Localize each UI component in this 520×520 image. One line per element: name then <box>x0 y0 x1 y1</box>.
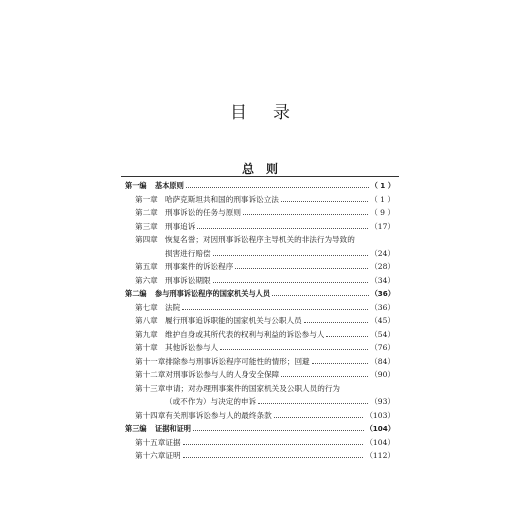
section-divider <box>121 176 399 177</box>
toc-chapter-entry <box>125 382 395 396</box>
toc-entry-number: 第二编 <box>125 289 147 298</box>
dot-leader <box>235 263 368 269</box>
toc-page-number: （84） <box>370 356 395 366</box>
toc-page-number: （103） <box>365 410 395 420</box>
toc-entry-number: 第八章 <box>135 316 158 325</box>
toc-entry-number: 第二章 <box>135 208 158 217</box>
toc-page-number: （90） <box>370 370 395 379</box>
toc-chapter-entry <box>125 193 395 207</box>
toc-page-number: （ 1 ） <box>370 194 395 204</box>
toc-chapter-entry <box>125 314 395 328</box>
dot-leader <box>183 439 364 445</box>
toc-entry-title: 恢复名誉；对因刑事诉讼程序主导机关的非法行为导致的 <box>165 235 355 244</box>
toc-page-number: （104） <box>365 424 395 433</box>
toc-entry-number: 第十二章 <box>135 370 166 379</box>
toc-entry-number: 第三编 <box>125 424 147 433</box>
toc-page-number: （76） <box>370 343 395 352</box>
table-of-contents <box>125 179 395 463</box>
dot-leader <box>274 412 364 418</box>
toc-chapter-entry <box>125 328 395 342</box>
dot-leader <box>258 398 368 404</box>
toc-entry-number: 第九章 <box>135 329 158 339</box>
toc-page-number: （ 9 ） <box>370 208 395 217</box>
dot-leader <box>342 386 369 391</box>
toc-page-number: （17） <box>370 221 395 231</box>
dot-leader <box>243 209 368 215</box>
dot-leader <box>272 290 369 296</box>
dot-leader <box>213 277 369 283</box>
toc-entry-title: 刑事追诉 <box>165 221 196 231</box>
toc-entry-title: 有关刑事诉讼参与人的最终条款 <box>165 410 272 420</box>
toc-page-number: （104） <box>365 437 395 447</box>
toc-entry-title: 其他诉讼参与人 <box>165 343 219 352</box>
toc-page-number: （54） <box>370 329 395 339</box>
toc-chapter-entry <box>125 206 395 220</box>
toc-chapter-entry <box>125 409 395 423</box>
toc-chapter-entry <box>125 449 395 463</box>
dot-leader <box>183 452 364 458</box>
toc-page-number: （24） <box>370 248 395 258</box>
dot-leader <box>357 237 369 242</box>
toc-entry-title: 证据 <box>165 437 181 447</box>
toc-entry-title: 刑事诉讼期限 <box>165 275 211 285</box>
toc-part-entry <box>125 422 395 436</box>
toc-entry-number: 第十章 <box>135 343 158 352</box>
dot-leader <box>193 425 364 431</box>
toc-chapter-entry <box>125 301 395 315</box>
toc-entry-title: 刑事诉讼的任务与原则 <box>165 208 241 217</box>
toc-entry-title: 证明 <box>165 451 181 460</box>
dot-leader <box>326 331 368 337</box>
toc-chapter-entry <box>125 355 395 369</box>
toc-entry-number: 第十三章 <box>135 383 166 393</box>
dot-leader <box>186 182 369 188</box>
toc-chapter-entry <box>125 220 395 234</box>
toc-page-number: （34） <box>370 275 395 285</box>
toc-page-number: （28） <box>370 262 395 271</box>
toc-entry-title: 参与刑事诉讼程序的国家机关与人员 <box>155 289 271 298</box>
page-title: 目录 <box>230 103 316 123</box>
toc-entry-number: 第六章 <box>135 275 158 285</box>
toc-entry-number: 第十六章 <box>135 451 166 460</box>
toc-chapter-entry <box>125 341 395 355</box>
toc-entry-number: 第四章 <box>135 235 158 244</box>
dot-leader <box>304 317 368 323</box>
toc-page-number: （ 1 ） <box>370 181 395 190</box>
toc-chapter-entry <box>125 233 395 247</box>
toc-chapter-entry <box>125 395 395 409</box>
toc-entry-title: 法院 <box>165 302 181 312</box>
toc-chapter-entry <box>125 260 395 274</box>
toc-chapter-entry <box>125 436 395 450</box>
toc-entry-number: 第七章 <box>135 302 158 312</box>
dot-leader <box>281 371 368 377</box>
toc-entry-title: 对刑事诉讼参与人的人身安全保障 <box>165 370 280 379</box>
dot-leader <box>281 196 368 202</box>
toc-part-entry <box>125 287 395 301</box>
toc-entry-number: 第一编 <box>125 181 147 190</box>
toc-entry-title: 刑事案件的诉讼程序 <box>165 262 234 271</box>
dot-leader <box>213 250 369 256</box>
toc-page-number: （45） <box>370 316 395 325</box>
toc-page-number: （36） <box>370 289 395 298</box>
dot-leader <box>182 304 368 310</box>
toc-entry-title: 哈萨克斯坦共和国的刑事诉讼立法 <box>165 194 279 204</box>
toc-page-number: （112） <box>365 451 395 460</box>
dot-leader <box>312 358 368 364</box>
toc-part-entry <box>125 179 395 193</box>
toc-entry-number: 第一章 <box>135 194 158 204</box>
toc-entry-title: 履行刑事追诉职能的国家机关与公职人员 <box>165 316 302 325</box>
section-heading: 总则 <box>241 162 290 176</box>
toc-entry-number: 第十一章 <box>135 356 166 366</box>
toc-entry-title: 维护自身或其所代表的权利与利益的诉讼参与人 <box>165 329 325 339</box>
toc-page-number: （93） <box>370 397 395 406</box>
toc-page-number: （36） <box>370 302 395 312</box>
toc-entry-title: 申请；对办理刑事案件的国家机关及公职人员的行为 <box>165 383 341 393</box>
toc-chapter-entry <box>125 274 395 288</box>
toc-entry-number: 第五章 <box>135 262 158 271</box>
toc-chapter-entry <box>125 368 395 382</box>
toc-entry-title: （或不作为）与决定的申诉 <box>165 397 257 406</box>
toc-entry-title: 排除参与刑事诉讼程序可能性的情形；回避 <box>165 356 310 366</box>
toc-entry-title: 证据和证明 <box>155 424 191 433</box>
toc-entry-title: 损害进行赔偿 <box>165 248 211 258</box>
toc-entry-title: 基本原则 <box>155 181 184 190</box>
toc-entry-number: 第十五章 <box>135 437 166 447</box>
dot-leader <box>197 223 368 229</box>
dot-leader <box>220 344 368 350</box>
toc-chapter-entry <box>125 247 395 261</box>
toc-entry-number: 第十四章 <box>135 410 166 420</box>
toc-entry-number: 第三章 <box>135 221 158 231</box>
